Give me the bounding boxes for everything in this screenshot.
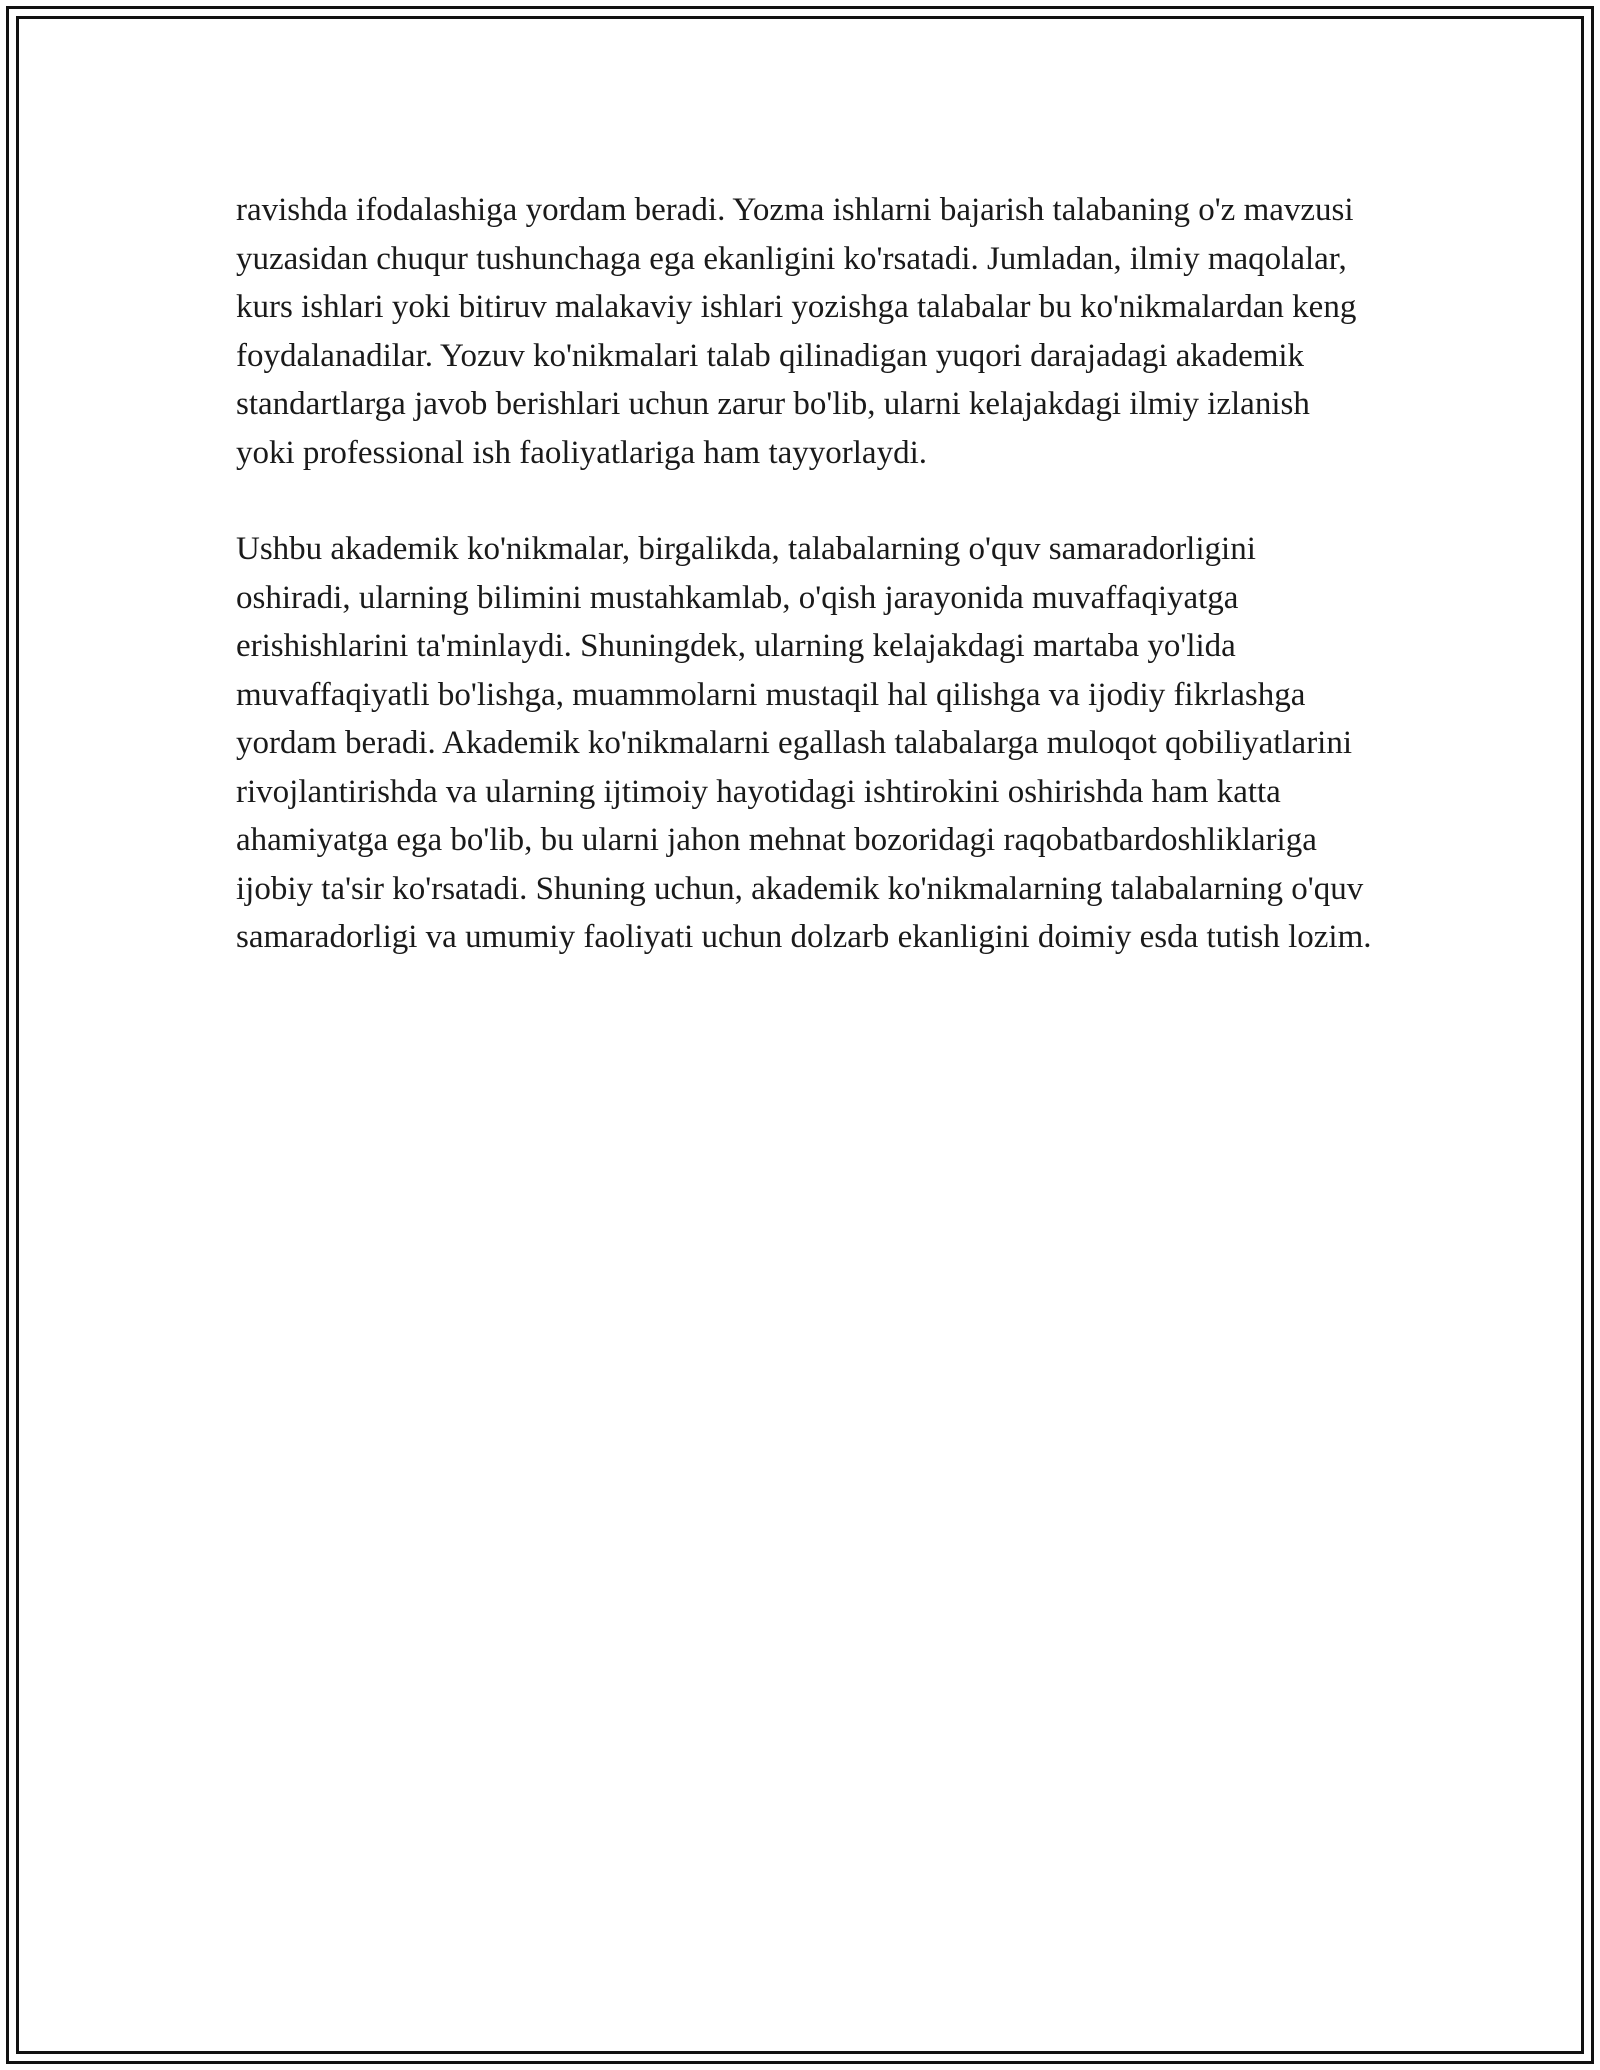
document-body (236, 186, 1376, 962)
paragraph-1: ravishda ifodalashiga yordam beradi. Yozma ishlarni bajarish talabaning o'z mavzusi yuzasidan chuqur tushunchaga ega ekanligini ko'rsatadi. Jumladan, ilmiy maqolalar, kurs ishlari yoki bitiruv malakaviy ishlari yozishga talabalar bu ko'nikmalardan keng foydalanadilar. Yozuv ko'nikmalari talab qilinadigan yuqori darajadagi akademik standartlarga javob berishlari uchun zarur bo'lib, ularni kelajakdagi ilmiy izlanish yoki professional ish faoliyatlariga ham tayyorlaydi. (236, 192, 1357, 471)
paragraph-2: Ushbu akademik ko'nikmalar, birgalikda, talabalarning o'quv samaradorligini oshiradi, ularning bilimini mustahkamlab, o'qish jarayonida muvaffaqiyatga erishishlarini ta'minlaydi. Shuningdek, ularning kelajakdagi martaba yo'lida muvaffaqiyatli bo'lishga, muammolarni mustaqil hal qilishga va ijodiy fikrlashga yordam beradi. Akademik ko'nikmalarni egallash talabalarga muloqot qobiliyatlarini rivojlantirishda va ularning ijtimoiy hayotidagi ishtirokini oshirishda ham katta ahamiyatga ega bo'lib, bu ularni jahon mehnat bozoridagi raqobatbardoshliklariga ijobiy ta'sir ko'rsatadi. Shuning uchun, akademik ko'nikmalarning talabalarning o'quv samaradorligi va umumiy faoliyati uchun dolzarb ekanligini doimiy esda tutish lozim. (236, 531, 1372, 955)
